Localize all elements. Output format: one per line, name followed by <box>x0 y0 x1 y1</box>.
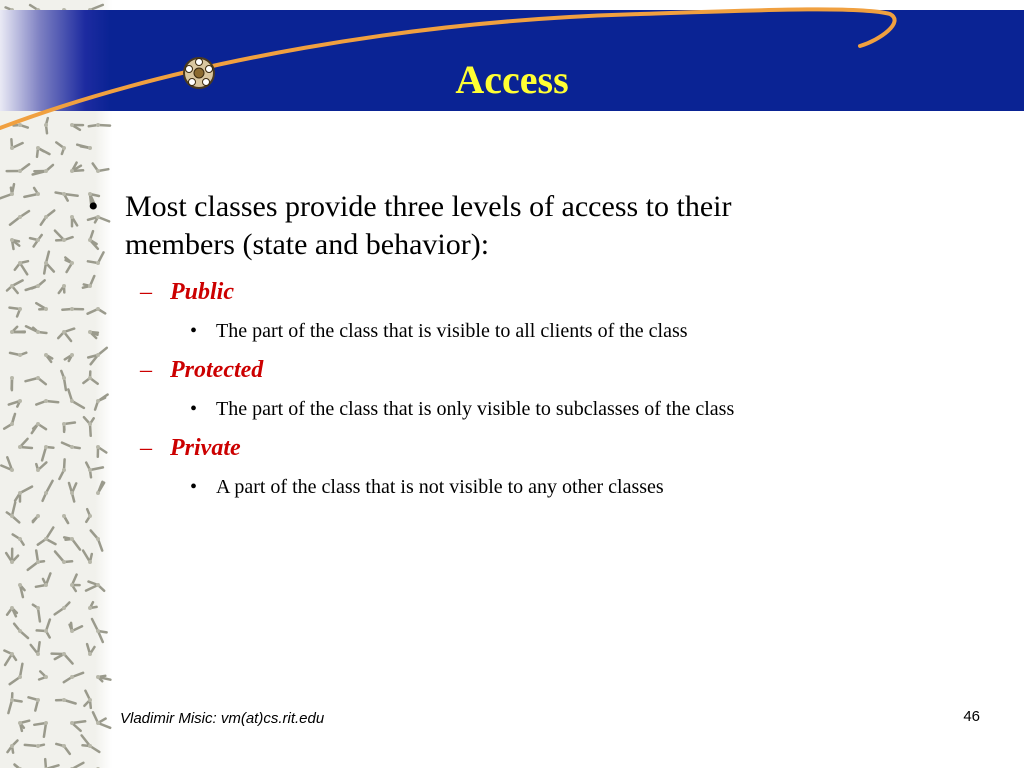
pattern-atom <box>70 583 74 587</box>
pattern-atom <box>18 675 22 679</box>
pattern-atom <box>70 261 74 265</box>
pattern-atom <box>96 537 100 541</box>
pattern-atom <box>62 514 66 518</box>
pattern-bond <box>55 552 64 563</box>
pattern-bond <box>46 481 53 493</box>
bullet-marker: • <box>190 476 198 498</box>
pattern-atom <box>10 652 14 656</box>
pattern-atom <box>70 215 74 219</box>
main-bullet-text: Most classes provide three levels of access to their members (state and behavior): <box>125 190 732 261</box>
pattern-atom <box>10 698 14 702</box>
pattern-atom <box>10 422 14 426</box>
pattern-atom <box>62 422 66 426</box>
pattern-atom <box>18 721 22 725</box>
pattern-bond <box>20 664 22 677</box>
pattern-atom <box>36 698 40 702</box>
pattern-atom <box>18 445 22 449</box>
pattern-atom <box>36 514 40 518</box>
pattern-atom <box>70 445 74 449</box>
pattern-atom <box>18 629 22 633</box>
pattern-atom <box>10 514 14 518</box>
pattern-atom <box>70 307 74 311</box>
bullet-marker: • <box>88 190 99 223</box>
pattern-atom <box>88 468 92 472</box>
pattern-atom <box>44 721 48 725</box>
pattern-bond <box>12 503 15 517</box>
pattern-atom <box>18 261 22 265</box>
pattern-bond <box>20 263 27 274</box>
pattern-atom <box>18 307 22 311</box>
pattern-atom <box>70 353 74 357</box>
pattern-bond <box>45 759 46 768</box>
pattern-atom <box>96 353 100 357</box>
pattern-bond <box>24 194 38 197</box>
pattern-atom <box>18 353 22 357</box>
pattern-atom <box>88 744 92 748</box>
dash-marker: – <box>140 279 152 305</box>
pattern-atom <box>88 560 92 564</box>
pattern-atom <box>96 399 100 403</box>
pattern-atom <box>88 514 92 518</box>
atom-logo-icon <box>184 58 214 88</box>
pattern-atom <box>44 491 48 495</box>
pattern-atom <box>18 399 22 403</box>
pattern-atom <box>96 169 100 173</box>
pattern-atom <box>44 215 48 219</box>
pattern-atom <box>18 215 22 219</box>
pattern-atom <box>62 606 66 610</box>
pattern-atom <box>36 238 40 242</box>
pattern-atom <box>96 491 100 495</box>
pattern-atom <box>10 238 14 242</box>
pattern-bond <box>64 194 78 196</box>
pattern-atom <box>44 399 48 403</box>
pattern-atom <box>70 491 74 495</box>
pattern-atom <box>44 445 48 449</box>
pattern-atom <box>96 261 100 265</box>
pattern-atom <box>36 284 40 288</box>
pattern-bond <box>38 608 40 621</box>
pattern-atom <box>96 721 100 725</box>
pattern-atom <box>18 169 22 173</box>
pattern-atom <box>88 698 92 702</box>
pattern-atom <box>70 721 74 725</box>
pattern-atom <box>36 606 40 610</box>
pattern-atom <box>62 330 66 334</box>
pattern-atom <box>62 468 66 472</box>
dash-marker: – <box>140 357 152 383</box>
pattern-atom <box>18 537 22 541</box>
pattern-atom <box>88 376 92 380</box>
pattern-atom <box>44 537 48 541</box>
pattern-bond <box>20 487 32 493</box>
slide-title: Access <box>455 57 569 102</box>
level-description: A part of the class that is not visible to any other classes <box>216 476 664 498</box>
pattern-bond <box>42 447 46 460</box>
pattern-atom <box>96 445 100 449</box>
pattern-atom <box>18 583 22 587</box>
pattern-bond <box>44 723 46 737</box>
pattern-atom <box>44 629 48 633</box>
pattern-bond <box>8 700 12 713</box>
pattern-atom <box>62 744 66 748</box>
footer-author: Vladimir Misic: vm(at)cs.rit.edu <box>120 710 325 727</box>
pattern-atom <box>44 169 48 173</box>
pattern-atom <box>10 744 14 748</box>
pattern-atom <box>36 422 40 426</box>
pattern-atom <box>44 353 48 357</box>
bullet-marker: • <box>190 320 198 342</box>
pattern-atom <box>70 537 74 541</box>
level-label: Public <box>170 279 234 305</box>
bullet-marker: • <box>190 398 198 420</box>
pattern-atom <box>44 675 48 679</box>
pattern-atom <box>36 192 40 196</box>
pattern-bond <box>92 619 98 631</box>
pattern-atom <box>96 629 100 633</box>
pattern-atom <box>36 468 40 472</box>
pattern-atom <box>44 261 48 265</box>
pattern-atom <box>36 376 40 380</box>
dash-marker: – <box>140 435 152 461</box>
pattern-atom <box>10 284 14 288</box>
pattern-atom <box>96 675 100 679</box>
pattern-bond <box>46 528 53 540</box>
pattern-atom <box>88 422 92 426</box>
pattern-atom <box>18 491 22 495</box>
pattern-atom <box>36 560 40 564</box>
page-number: 46 <box>963 708 980 725</box>
pattern-atom <box>62 652 66 656</box>
pattern-atom <box>96 307 100 311</box>
level-label: Protected <box>170 357 264 383</box>
pattern-atom <box>62 238 66 242</box>
pattern-atom <box>88 330 92 334</box>
pattern-atom <box>36 652 40 656</box>
pattern-atom <box>88 284 92 288</box>
pattern-bond <box>72 763 83 768</box>
pattern-atom <box>36 744 40 748</box>
pattern-atom <box>10 468 14 472</box>
pattern-atom <box>62 698 66 702</box>
pattern-atom <box>10 330 14 334</box>
pattern-atom <box>36 330 40 334</box>
pattern-atom <box>70 169 74 173</box>
pattern-atom <box>10 376 14 380</box>
pattern-atom <box>10 192 14 196</box>
pattern-atom <box>88 238 92 242</box>
pattern-atom <box>88 652 92 656</box>
pattern-atom <box>10 560 14 564</box>
pattern-atom <box>96 583 100 587</box>
pattern-bond <box>72 401 84 408</box>
pattern-atom <box>10 606 14 610</box>
level-description: The part of the class that is visible to all clients of the class <box>216 320 688 342</box>
pattern-atom <box>70 675 74 679</box>
pattern-atom <box>70 629 74 633</box>
pattern-atom <box>88 606 92 610</box>
pattern-atom <box>62 192 66 196</box>
level-label: Private <box>170 435 241 461</box>
pattern-atom <box>62 560 66 564</box>
pattern-atom <box>62 376 66 380</box>
pattern-atom <box>44 583 48 587</box>
level-description: The part of the class that is only visible to subclasses of the class <box>216 398 735 420</box>
pattern-atom <box>62 284 66 288</box>
pattern-atom <box>70 399 74 403</box>
pattern-atom <box>44 307 48 311</box>
